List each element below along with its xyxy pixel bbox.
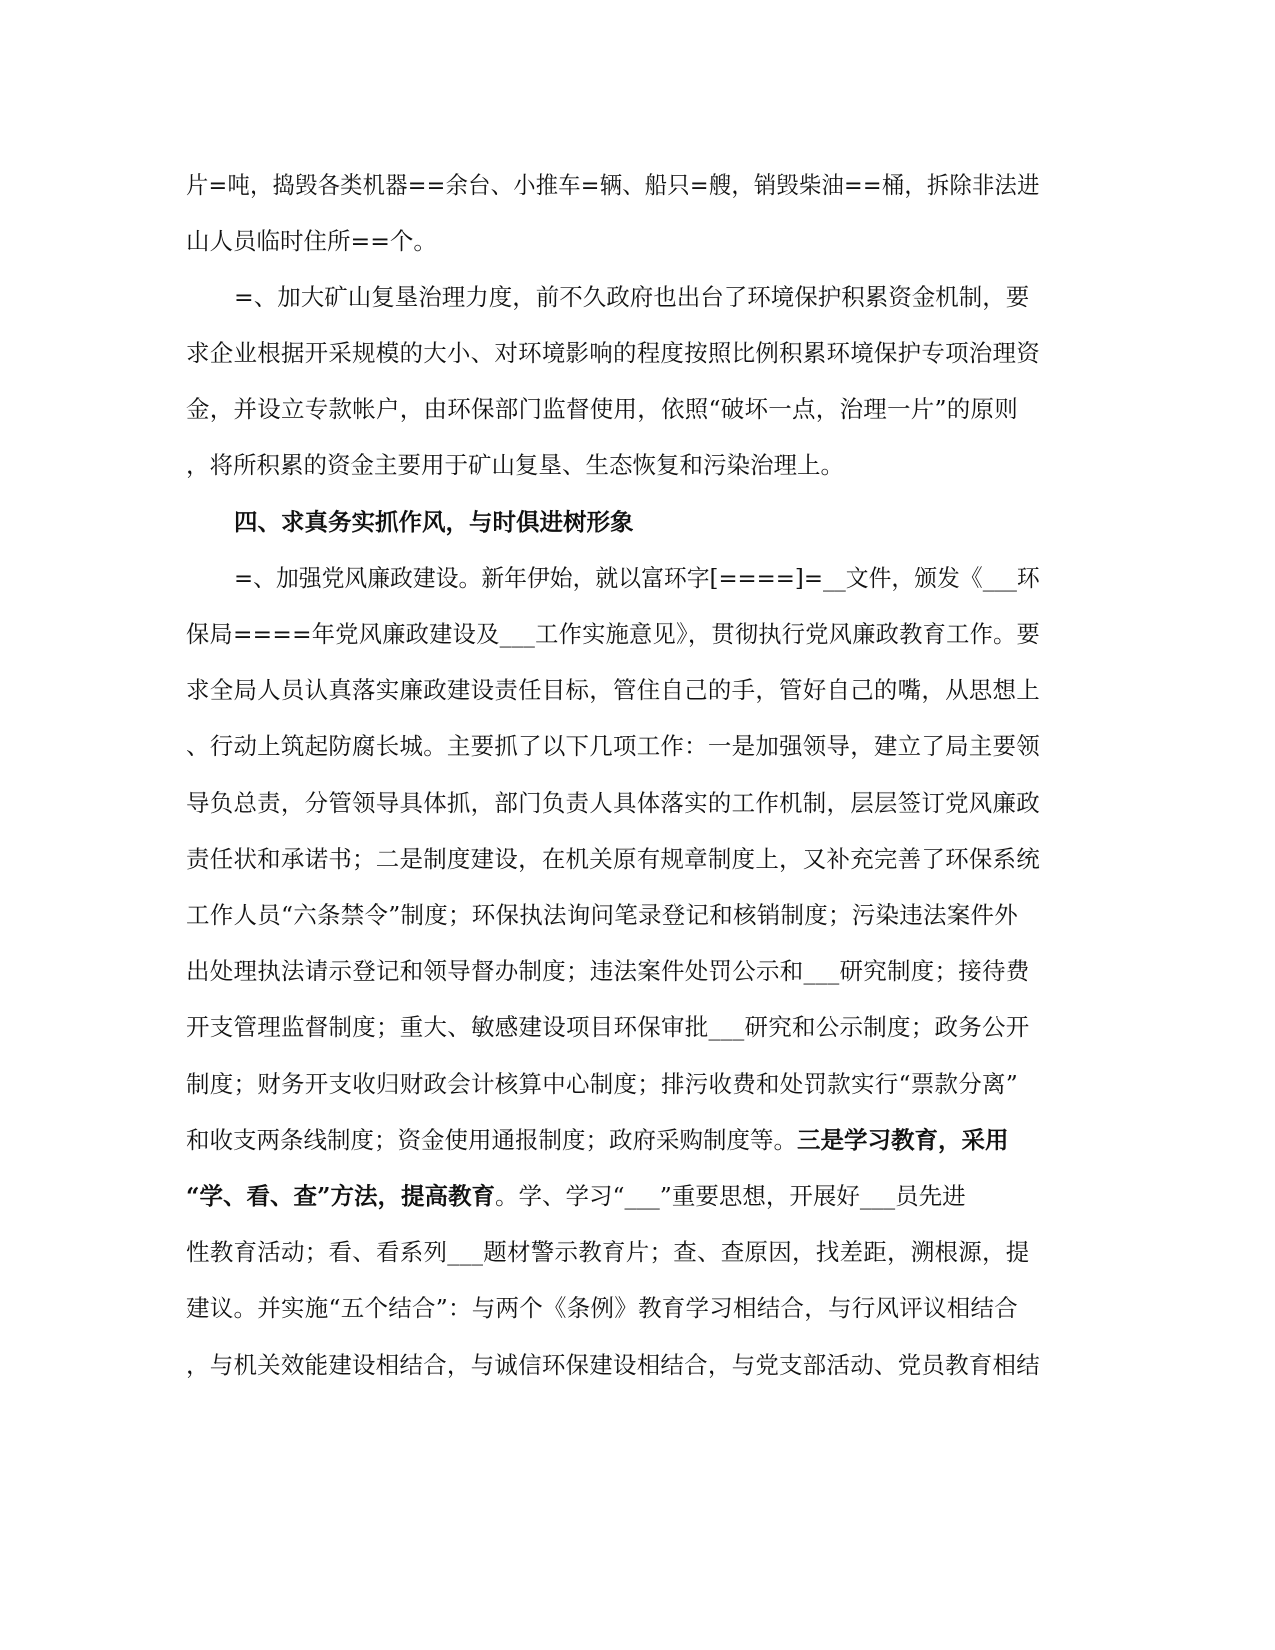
text-line: 金，并设立专款帐户，由环保部门监督使用，依照“破坏一点，治理一片”的原则 (186, 395, 1019, 423)
bold-text-segment: “学、看、查”方法，提高教育 (186, 1182, 496, 1210)
text-line: 制度；财务开支收归财政会计核算中心制度；排污收费和处罚款实行“票款分离” (186, 1070, 1019, 1098)
text-line: 保局====年党风廉政建设及___工作实施意见》，贯彻执行党风廉政教育工作。要 (186, 620, 1040, 648)
bold-text-segment: 三是学习教育，采用 (797, 1126, 1009, 1154)
text-segment: 。学、学习“___”重要思想，开展好___员先进 (495, 1182, 966, 1210)
text-line-mixed (186, 1180, 966, 1212)
text-line: 山人员临时住所==个。 (186, 227, 437, 255)
text-line: 责任状和承诺书；二是制度建设，在机关原有规章制度上，又补充完善了环保系统 (186, 845, 1040, 873)
text-line: 出处理执法请示登记和领导督办制度；违法案件处罚公示和___研究制度；接待费 (186, 957, 1030, 985)
text-line: 开支管理监督制度；重大、敏感建设项目环保审批___研究和公示制度；政务公开 (186, 1013, 1030, 1041)
text-line: 片=吨，捣毁各类机器==余台、小推车=辆、船只=艘，销毁柴油==桶，拆除非法进 (186, 171, 1040, 199)
text-line-mixed (186, 1124, 1009, 1156)
text-line: 工作人员“六条禁令”制度；环保执法询问笔录登记和核销制度；污染违法案件外 (186, 901, 1019, 929)
section-heading: 四、求真务实抓作风，与时俱进树形象 (234, 508, 634, 536)
text-line: ，将所积累的资金主要用于矿山复垦、生态恢复和污染治理上。 (186, 451, 844, 479)
text-segment: 和收支两条线制度；资金使用通报制度；政府采购制度等。 (186, 1126, 797, 1154)
paragraph-start-line: =、加大矿山复垦治理力度，前不久政府也出台了环境保护积累资金机制，要 (234, 283, 1030, 311)
text-line: 求企业根据开采规模的大小、对环境影响的程度按照比例积累环境保护专项治理资 (186, 339, 1040, 367)
text-line: 性教育活动；看、看系列___题材警示教育片；查、查原因，找差距，溯根源，提 (186, 1238, 1030, 1266)
text-line: 建议。并实施“五个结合”：与两个《条例》教育学习相结合，与行风评议相结合 (186, 1294, 1019, 1322)
text-line: 导负总责，分管领导具体抓，部门负责人具体落实的工作机制，层层签订党风廉政 (186, 789, 1040, 817)
text-line: 、行动上筑起防腐长城。主要抓了以下几项工作：一是加强领导，建立了局主要领 (186, 732, 1040, 760)
paragraph-start-line: =、加强党风廉政建设。新年伊始，就以富环字[====]=__文件，颁发《___环 (234, 564, 1040, 592)
text-line: 求全局人员认真落实廉政建设责任目标，管住自己的手，管好自己的嘴，从思想上 (186, 676, 1040, 704)
text-line: ，与机关效能建设相结合，与诚信环保建设相结合，与党支部活动、党员教育相结 (186, 1351, 1040, 1379)
